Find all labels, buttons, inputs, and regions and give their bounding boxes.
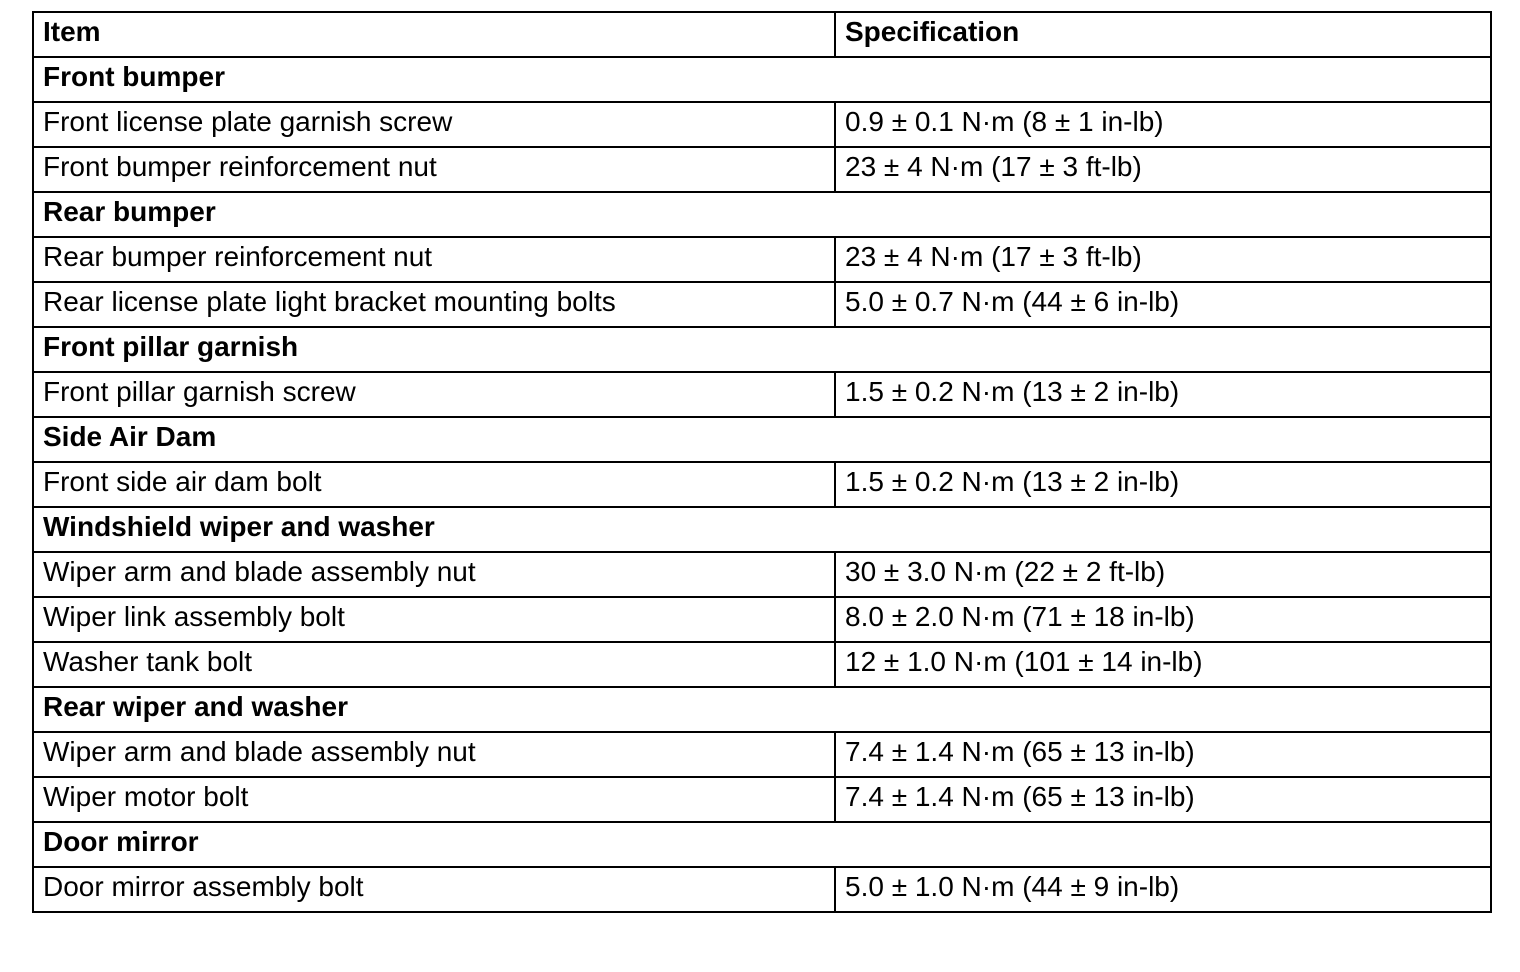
- table-row: [33, 552, 1491, 597]
- specification-cell: 30 ± 3.0 N·m (22 ± 2 ft-lb): [835, 552, 1491, 597]
- column-header-specification: Specification: [835, 12, 1491, 57]
- specification-cell: 5.0 ± 1.0 N·m (44 ± 9 in-lb): [835, 867, 1491, 912]
- section-row: [33, 687, 1491, 732]
- section-title: Door mirror: [33, 822, 1491, 867]
- table-row: [33, 867, 1491, 912]
- table-row: [33, 372, 1491, 417]
- table-row: [33, 642, 1491, 687]
- item-cell: Rear bumper reinforcement nut: [33, 237, 835, 282]
- table-row: [33, 147, 1491, 192]
- section-title: Front pillar garnish: [33, 327, 1491, 372]
- section-title: Rear wiper and washer: [33, 687, 1491, 732]
- section-title: Rear bumper: [33, 192, 1491, 237]
- table-body: [33, 57, 1491, 912]
- item-cell: Rear license plate light bracket mounting bolts: [33, 282, 835, 327]
- specification-cell: 1.5 ± 0.2 N·m (13 ± 2 in-lb): [835, 462, 1491, 507]
- specification-cell: 7.4 ± 1.4 N·m (65 ± 13 in-lb): [835, 732, 1491, 777]
- torque-spec-table: [32, 11, 1492, 913]
- item-cell: Wiper motor bolt: [33, 777, 835, 822]
- section-row: [33, 507, 1491, 552]
- section-row: [33, 327, 1491, 372]
- specification-cell: 1.5 ± 0.2 N·m (13 ± 2 in-lb): [835, 372, 1491, 417]
- section-title: Windshield wiper and washer: [33, 507, 1491, 552]
- specification-cell: 0.9 ± 0.1 N·m (8 ± 1 in-lb): [835, 102, 1491, 147]
- table-row: [33, 732, 1491, 777]
- section-row: [33, 822, 1491, 867]
- specification-cell: 23 ± 4 N·m (17 ± 3 ft-lb): [835, 237, 1491, 282]
- section-title: Front bumper: [33, 57, 1491, 102]
- item-cell: Front license plate garnish screw: [33, 102, 835, 147]
- section-row: [33, 57, 1491, 102]
- table-row: [33, 597, 1491, 642]
- item-cell: Front bumper reinforcement nut: [33, 147, 835, 192]
- specification-cell: 7.4 ± 1.4 N·m (65 ± 13 in-lb): [835, 777, 1491, 822]
- item-cell: Front side air dam bolt: [33, 462, 835, 507]
- table-row: [33, 462, 1491, 507]
- table-row: [33, 237, 1491, 282]
- table-row: [33, 777, 1491, 822]
- section-row: [33, 417, 1491, 462]
- table-row: [33, 282, 1491, 327]
- table-header-row: [33, 12, 1491, 57]
- specification-cell: 12 ± 1.0 N·m (101 ± 14 in-lb): [835, 642, 1491, 687]
- table-row: [33, 102, 1491, 147]
- section-title: Side Air Dam: [33, 417, 1491, 462]
- item-cell: Wiper arm and blade assembly nut: [33, 552, 835, 597]
- specification-cell: 5.0 ± 0.7 N·m (44 ± 6 in-lb): [835, 282, 1491, 327]
- item-cell: Wiper link assembly bolt: [33, 597, 835, 642]
- column-header-item: Item: [33, 12, 835, 57]
- item-cell: Door mirror assembly bolt: [33, 867, 835, 912]
- specification-cell: 8.0 ± 2.0 N·m (71 ± 18 in-lb): [835, 597, 1491, 642]
- item-cell: Washer tank bolt: [33, 642, 835, 687]
- item-cell: Front pillar garnish screw: [33, 372, 835, 417]
- section-row: [33, 192, 1491, 237]
- specification-cell: 23 ± 4 N·m (17 ± 3 ft-lb): [835, 147, 1491, 192]
- item-cell: Wiper arm and blade assembly nut: [33, 732, 835, 777]
